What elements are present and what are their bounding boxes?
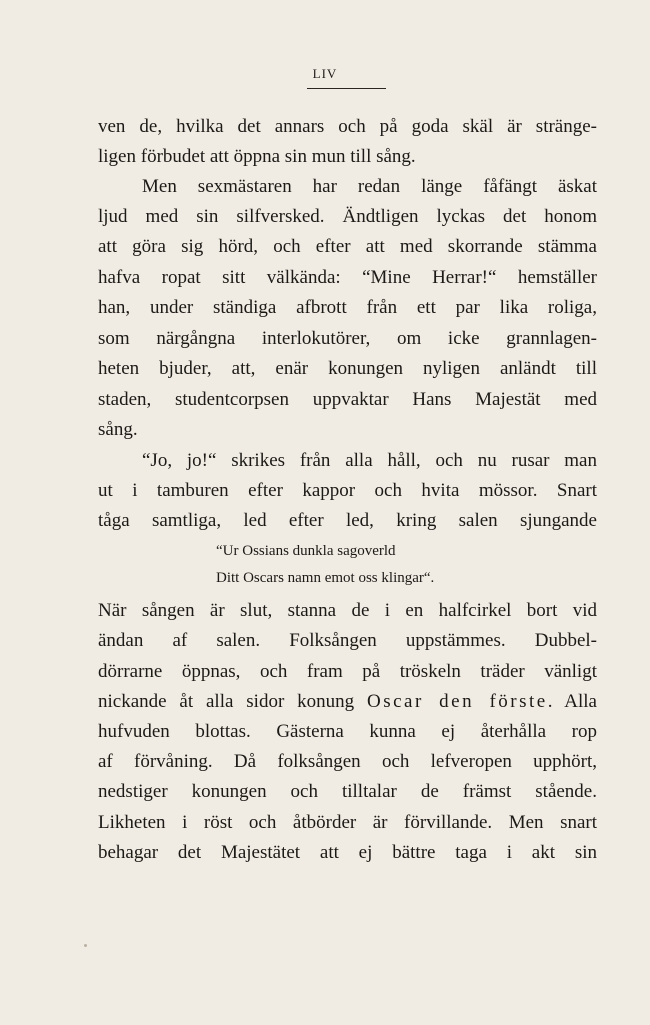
text-line: staden, studentcorpsen uppvaktar Hans Majestät med <box>98 389 597 410</box>
paper-speck <box>84 944 87 947</box>
verse-line: “Ur Ossians dunkla sagoverld <box>216 543 396 559</box>
text-line: sång. <box>98 419 138 440</box>
text-line: behagar det Majestätet att ej bättre taga i akt sin <box>98 842 597 863</box>
text-line: dörrarne öppnas, och fram på tröskeln träder vänligt <box>98 661 597 682</box>
text-line: När sången är slut, stanna de i en halfcirkel bort vid <box>98 600 597 621</box>
king-name: Oscar den förste <box>367 691 548 712</box>
text-line: nedstiger konungen och tilltalar de främst stående. <box>98 781 597 802</box>
text-line: ligen förbudet att öppna sin mun till sång. <box>98 146 416 167</box>
text-segment: . Alla <box>547 691 597 712</box>
page-number: LIV <box>312 66 338 81</box>
text-line: hafva ropat sitt välkända: “Mine Herrar!“ hemställer <box>98 267 597 288</box>
text-line <box>98 690 597 714</box>
text-line: heten bjuder, att, enär konungen nyligen anländt till <box>98 358 597 379</box>
text-line: ut i tamburen efter kappor och hvita mössor. Snart <box>98 480 597 501</box>
text-segment: nickande åt alla sidor konung <box>98 691 367 712</box>
text-line: han, under ständiga afbrott från ett par lika roliga, <box>98 297 597 318</box>
text-line: ven de, hvilka det annars och på goda skäl är stränge- <box>98 116 597 137</box>
text-line: Likheten i röst och åtbörder är förvillande. Men snart <box>98 812 597 833</box>
text-line: Men sexmästaren har redan länge fåfängt äskat <box>142 176 597 197</box>
text-line: att göra sig hörd, och efter att med skorrande stämma <box>98 236 597 257</box>
verse-line: Ditt Oscars namn emot oss klingar“. <box>216 570 435 586</box>
text-line: ändan af salen. Folksången uppstämmes. Dubbel- <box>98 630 597 651</box>
text-line: ljud med sin silfversked. Ändtligen lyckas det honom <box>98 206 597 227</box>
text-line: af förvåning. Då folksången och lefveropen upphört, <box>98 751 597 772</box>
text-line: som närgångna interlokutörer, om icke grannlagen- <box>98 328 597 349</box>
text-line: hufvuden blottas. Gästerna kunna ej återhålla rop <box>98 721 597 742</box>
text-line: “Jo, jo!“ skrikes från alla håll, och nu rusar man <box>142 450 597 471</box>
header-rule <box>307 88 386 89</box>
text-line: tåga samtliga, led efter led, kring salen sjungande <box>98 510 597 531</box>
